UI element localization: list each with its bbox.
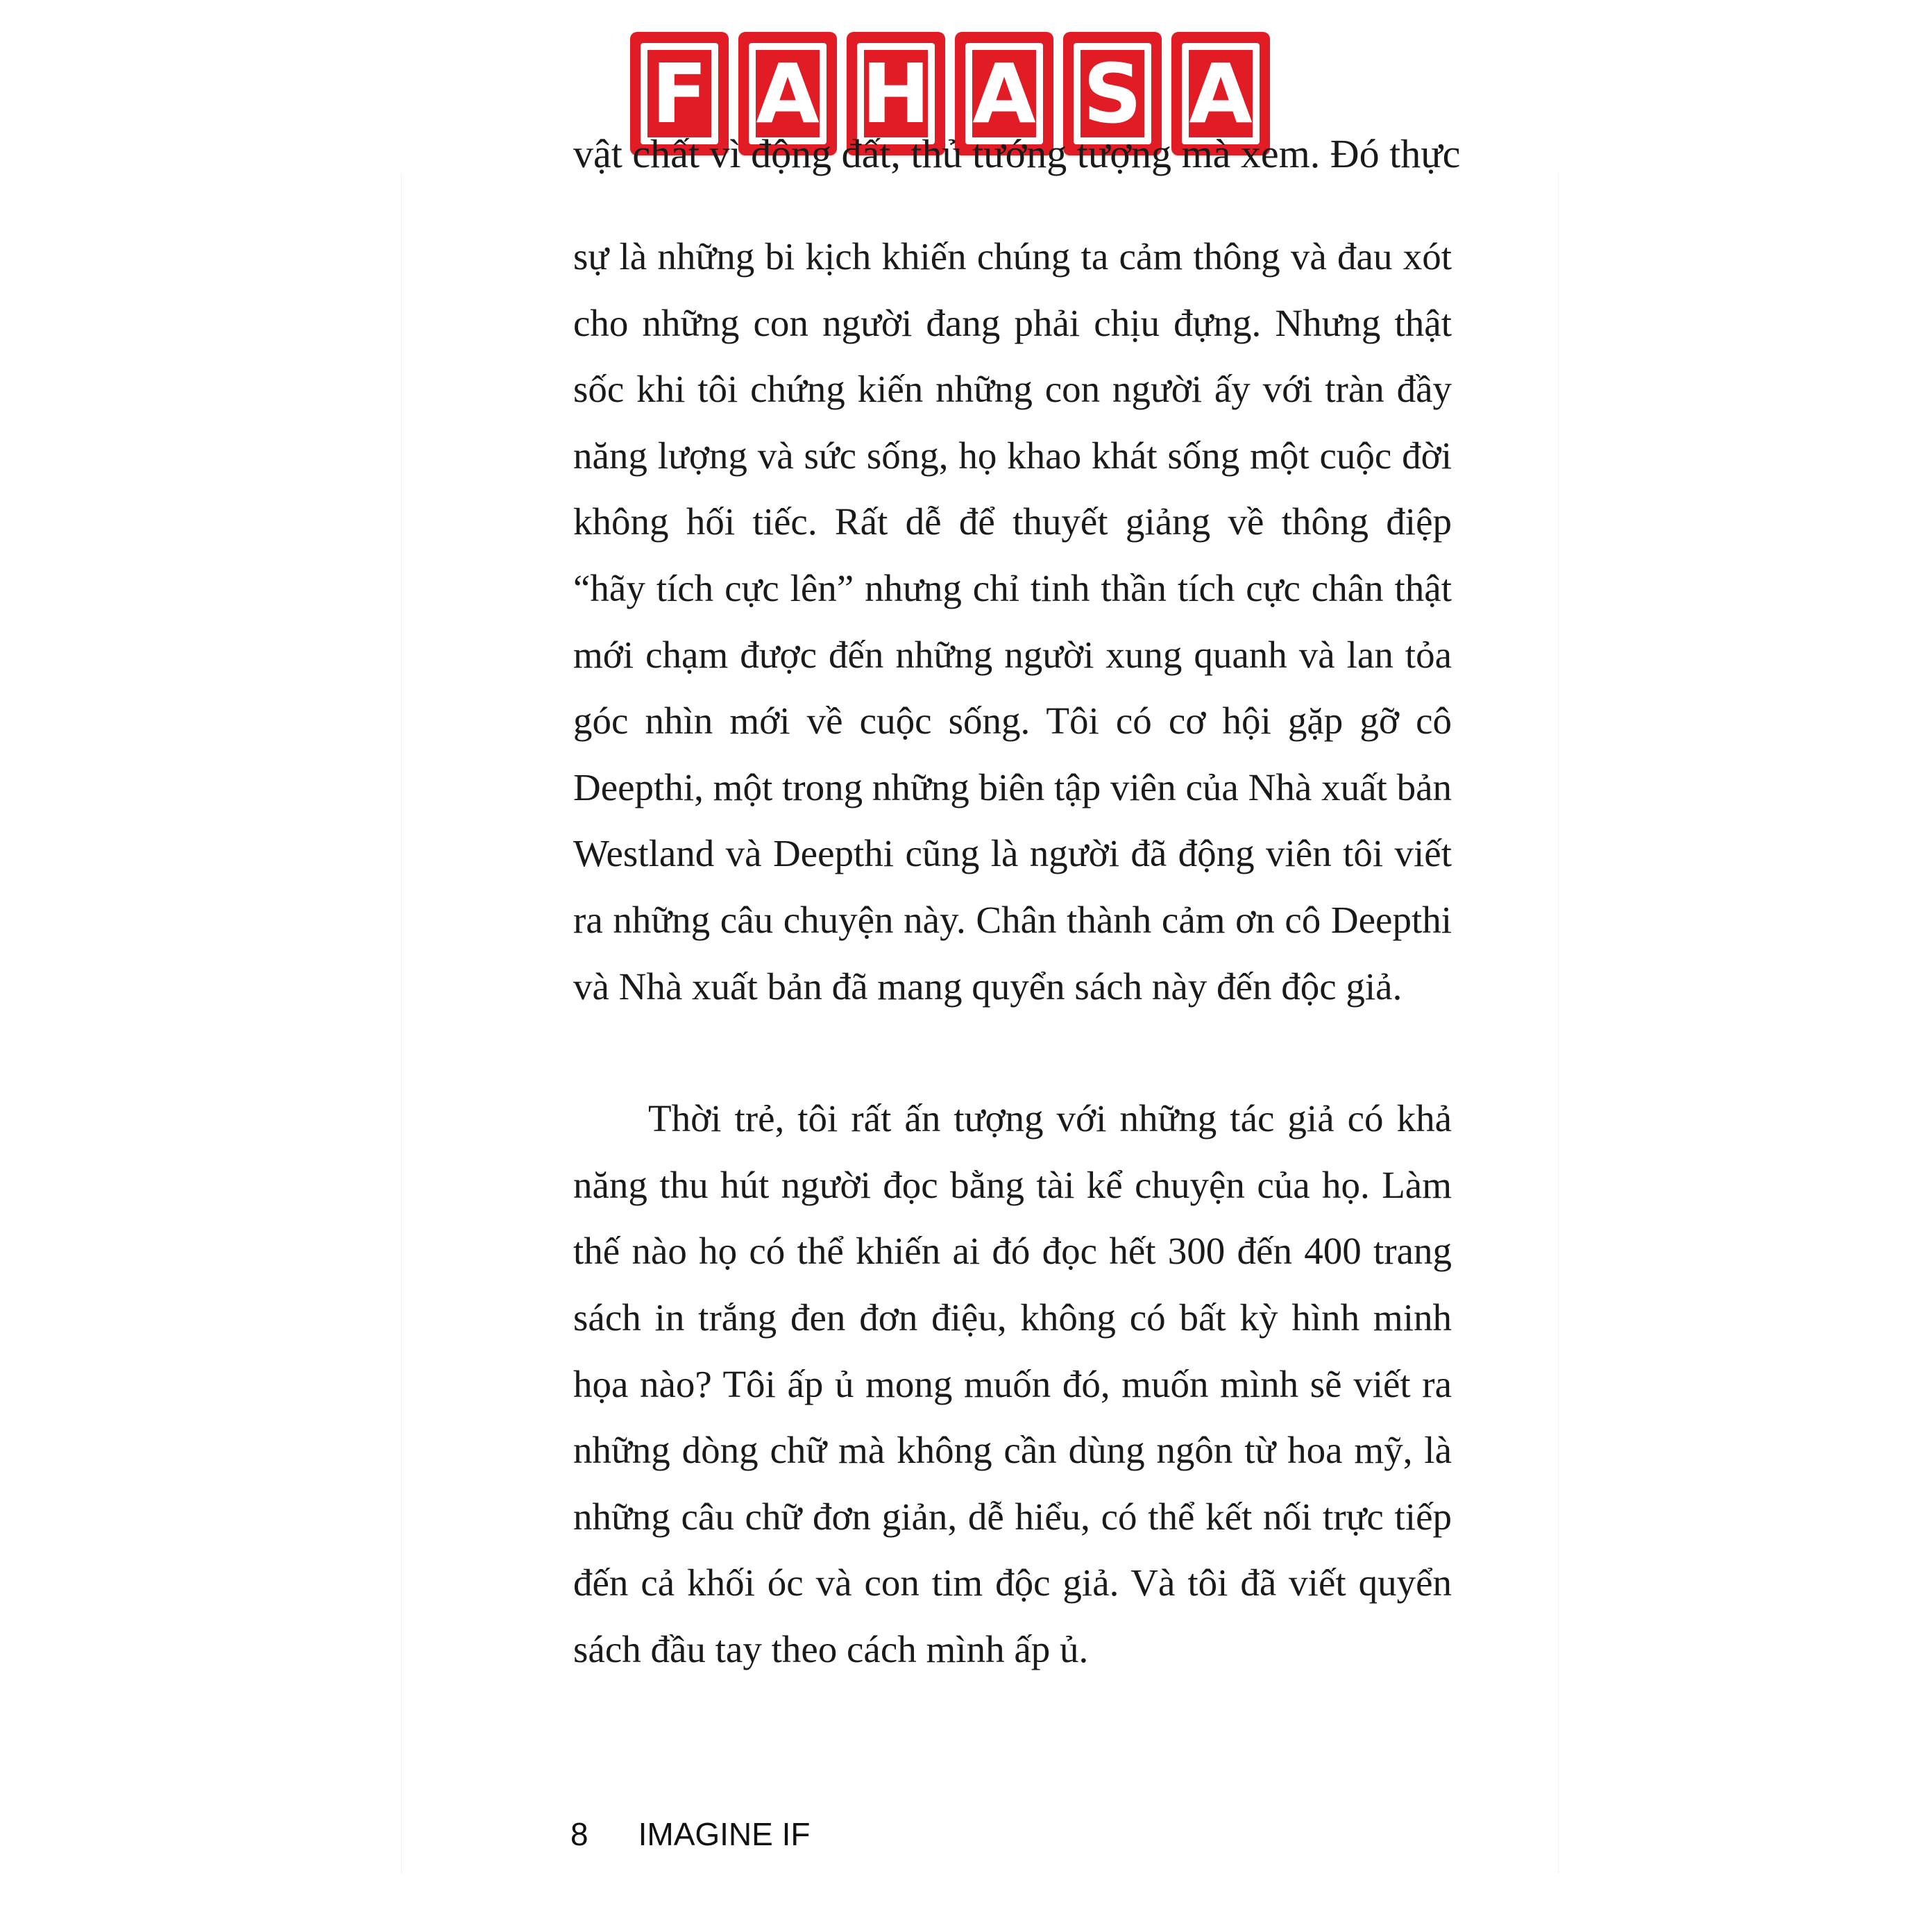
cut-off-line: [573, 131, 1461, 192]
logo-letter: A: [965, 43, 1043, 144]
page-number: 8: [570, 1816, 588, 1852]
page-footer: [570, 1815, 811, 1853]
logo-letter: A: [749, 43, 827, 144]
logo-letter: S: [1074, 43, 1151, 144]
paragraph: Thời trẻ, tôi rất ấn tượng với những tác giả có khả năng thu hút người đọc bằng tài kể chuyện của họ. Làm thế nào họ có thể khiến ai đó đọc hết 300 đến 400 trang sách in trắng đen đơn điệu, không có bất kỳ hình minh họa nào? Tôi ấp ủ mong muốn đó, muốn mình sẽ viết ra những dòng chữ mà không cần dùng ngôn từ hoa mỹ, là những câu chữ đơn giản, dễ hiểu, có thể kết nối trực tiếp đến cả khối óc và con tim độc giả. Và tôi đã viết quyển sách đầu tay theo cách mình ấp ủ.: [573, 1097, 1452, 1670]
logo-letter: F: [641, 43, 718, 144]
cut-off-line-text: vật chất vì động đất, thủ tướng tượng mà xem. Đó thực: [573, 131, 1461, 176]
running-title: IMAGINE IF: [638, 1816, 811, 1852]
body-text: [573, 223, 1452, 1682]
paragraph: sự là những bi kịch khiến chúng ta cảm thông và đau xót cho những con người đang phải chịu đựng. Nhưng thật sốc khi tôi chứng kiến những con người ấy với tràn đầy năng lượng và sức sống, họ khao khát sống một cuộc đời không hối tiếc. Rất dễ để thuyết giảng về thông điệp “hãy tích cực lên” nhưng chỉ tinh thần tích cực chân thật mới chạm được đến những người xung quanh và lan tỏa góc nhìn mới về cuộc sống. Tôi có cơ hội gặp gỡ cô Deepthi, một trong những biên tập viên của Nhà xuất bản Westland và Deepthi cũng là người đã động viên tôi viết ra những câu chuyện này. Chân thành cảm ơn cô Deepthi và Nhà xuất bản đã mang quyển sách này đến độc giả.: [573, 235, 1452, 1008]
logo-letter: A: [1182, 43, 1260, 144]
logo-letter: H: [857, 43, 935, 144]
